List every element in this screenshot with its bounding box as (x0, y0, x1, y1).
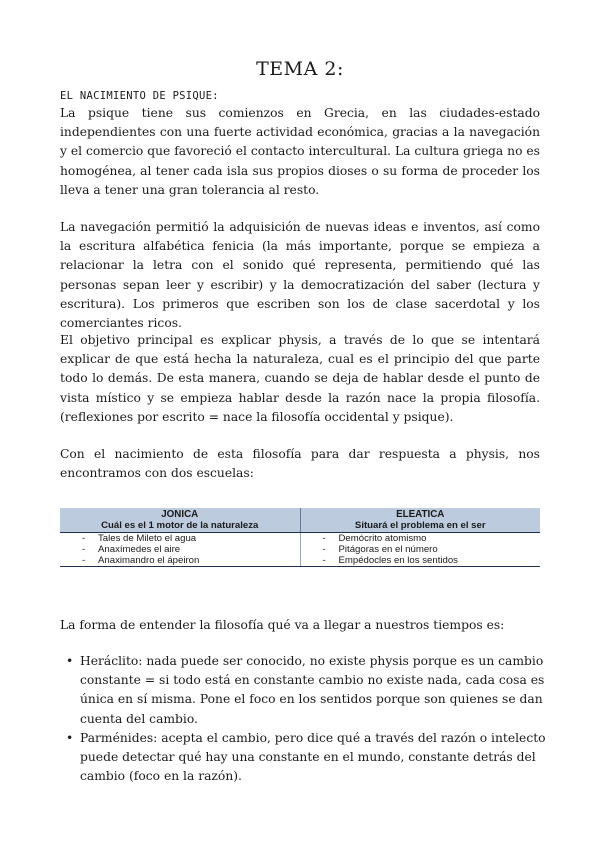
philosopher-item: Demócrito atomismo (338, 533, 427, 544)
philosopher-item: Pitágoras en el número (338, 544, 438, 555)
list-item: • Heráclito: nada puede ser conocido, no existe physis porque es un cambio constante = si todo está en constante cambio no existe nada, cada cosa es única en sí misma. Pone el foco en los sentidos porque son quienes se dan cuenta del cambio. (80, 652, 556, 729)
paragraph-psique-origins: La psique tiene sus comienzos en Grecia, en las ciudades-estado independientes con una fuerte actividad económica, gracias a la navegación y el comercio que favoreció el contacto intercultural. La cultura griega no es homogénea, al tener cada isla sus propios dioses o su forma de proceder los lleva a tener una gran tolerancia al resto. (60, 106, 540, 197)
paragraph-philosophy-intro: La forma de entender la filosofía qué va a llegar a nuestros tiempos es: (60, 618, 505, 632)
school-description: Cuál es el 1 motor de la naturaleza (101, 520, 259, 531)
dash-bullet: - (322, 555, 326, 566)
paragraph-navigation: La navegación permitió la adquisición de nuevas ideas e inventos, así como la escritura alfabética fenicia (la más importante, porque se empieza a relacionar la letra con el sonido qué representa, permitiendo qué las personas sepan leer y escribir) y la democratización del saber (lectura y escritura). Los primeros que escriben son los de clase sacerdotal y los comerciantes ricos. (60, 220, 540, 331)
school-header-eleatica (300, 508, 540, 533)
table-row (60, 544, 540, 555)
philosopher-item: Tales de Mileto el agua (98, 533, 197, 544)
paragraph-two-schools: Con el nacimiento de esta filosofía para dar respuesta a physis, nos encontramos con dos escuelas: (60, 447, 540, 481)
page-title: TEMA 2: (256, 58, 344, 80)
table-row (60, 555, 540, 567)
school-name: ELEATICA (396, 509, 445, 520)
dash-bullet: - (82, 544, 86, 555)
table-cell (60, 555, 300, 567)
school-description: Situará el problema en el ser (354, 520, 486, 531)
dash-bullet: - (82, 555, 86, 566)
schools-table (60, 508, 540, 567)
school-name: JONICA (161, 509, 199, 520)
section-heading: EL NACIMIENTO DE PSIQUE: (60, 90, 219, 102)
table-cell (60, 544, 300, 555)
table-row (60, 533, 540, 545)
table-cell (60, 533, 300, 545)
table-cell (300, 544, 540, 555)
schools-table-header-row (60, 508, 540, 533)
table-cell (300, 533, 540, 545)
list-item: • Parménides: acepta el cambio, pero dice qué a través del razón o intelecto puede detectar qué hay una constante en el mundo, constante detrás del cambio (foco en la razón). (80, 729, 556, 787)
dash-bullet: - (82, 533, 86, 544)
paragraph-physis-objective: El objetivo principal es explicar physis, a través de lo que se intentará explicar de que está hecha la naturaleza, cual es el principio del que parte todo lo demás. De esta manera, cuando se deja de hablar desde el punto de vista místico y se empieza hablar desde la razón nace la propia filosofía. (reflexiones por escrito = nace la filosofía occidental y psique). (60, 333, 540, 424)
table-cell (300, 555, 540, 567)
philosophers-bullet-list (60, 652, 556, 786)
philosopher-item: Anaximandro el ápeiron (98, 555, 200, 566)
philosopher-item: Empédocles en los sentidos (338, 555, 458, 566)
school-header-jonica (60, 508, 300, 533)
dash-bullet: - (322, 533, 326, 544)
philosopher-item: Anaxímedes el aire (98, 544, 181, 555)
dash-bullet: - (322, 544, 326, 555)
